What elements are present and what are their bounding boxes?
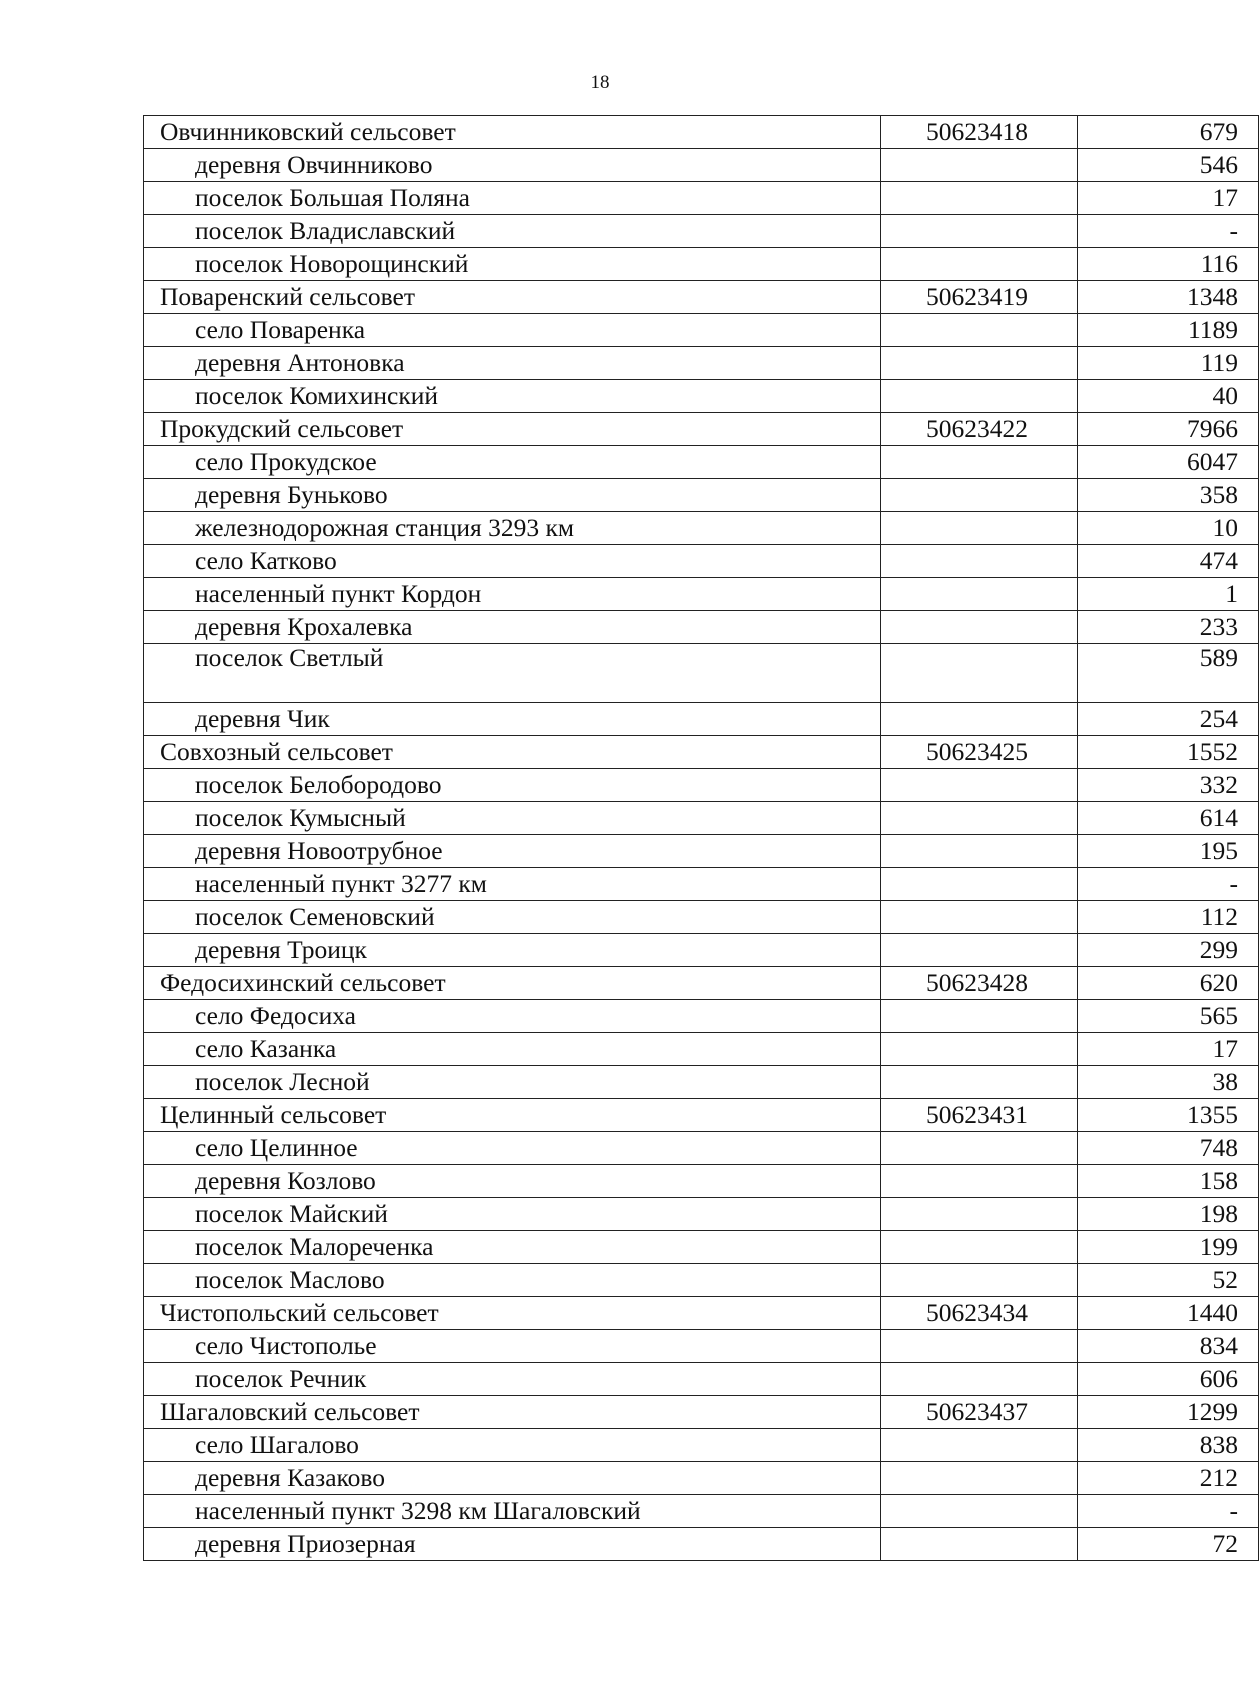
okato-code-cell: [881, 1363, 1078, 1396]
locality-row: [144, 182, 1259, 215]
population-cell: 565: [1078, 1000, 1259, 1033]
page-number: 18: [590, 72, 610, 93]
okato-code-cell: [881, 1165, 1078, 1198]
population-cell: 38: [1078, 1066, 1259, 1099]
okato-code-cell: [881, 1033, 1078, 1066]
population-cell: 1355: [1078, 1099, 1259, 1132]
okato-code-cell: 50623422: [881, 413, 1078, 446]
locality-row: [144, 703, 1259, 736]
population-cell: 606: [1078, 1363, 1259, 1396]
okato-code-cell: [881, 1330, 1078, 1363]
okato-code-cell: [881, 1429, 1078, 1462]
population-cell: 1189: [1078, 314, 1259, 347]
settlement-name-cell: деревня Буньково: [144, 479, 881, 512]
locality-row: [144, 1132, 1259, 1165]
population-cell: 1440: [1078, 1297, 1259, 1330]
settlement-name-cell: поселок Светлый: [144, 644, 881, 703]
settlement-name-cell: Поваренский сельсовет: [144, 281, 881, 314]
okato-code-cell: [881, 1462, 1078, 1495]
locality-row: [144, 512, 1259, 545]
population-cell: 474: [1078, 545, 1259, 578]
okato-code-cell: [881, 149, 1078, 182]
locality-row: [144, 1000, 1259, 1033]
population-cell: 299: [1078, 934, 1259, 967]
okato-code-cell: 50623428: [881, 967, 1078, 1000]
locality-row: [144, 611, 1259, 644]
locality-row: [144, 578, 1259, 611]
population-cell: 17: [1078, 182, 1259, 215]
settlement-name-cell: поселок Кумысный: [144, 802, 881, 835]
okato-code-cell: [881, 1264, 1078, 1297]
settlement-name-cell: село Чистополье: [144, 1330, 881, 1363]
okato-code-cell: [881, 1231, 1078, 1264]
population-cell: 546: [1078, 149, 1259, 182]
locality-row: [144, 380, 1259, 413]
settlement-name-cell: деревня Овчинниково: [144, 149, 881, 182]
okato-code-cell: [881, 314, 1078, 347]
okato-code-cell: [881, 1132, 1078, 1165]
settlement-name-cell: село Федосиха: [144, 1000, 881, 1033]
okato-code-cell: [881, 934, 1078, 967]
okato-code-cell: 50623437: [881, 1396, 1078, 1429]
locality-row: [144, 347, 1259, 380]
population-cell: 233: [1078, 611, 1259, 644]
population-cell: 620: [1078, 967, 1259, 1000]
okato-code-cell: [881, 347, 1078, 380]
okato-code-cell: [881, 644, 1078, 703]
okato-code-cell: [881, 1528, 1078, 1561]
population-cell: 6047: [1078, 446, 1259, 479]
okato-code-cell: [881, 703, 1078, 736]
population-cell: 10: [1078, 512, 1259, 545]
council-row: [144, 1099, 1259, 1132]
okato-code-cell: 50623425: [881, 736, 1078, 769]
locality-row: [144, 446, 1259, 479]
settlement-name-cell: населенный пункт Кордон: [144, 578, 881, 611]
population-cell: 40: [1078, 380, 1259, 413]
okato-code-cell: [881, 1495, 1078, 1528]
okato-code-cell: 50623434: [881, 1297, 1078, 1330]
settlement-name-cell: село Катково: [144, 545, 881, 578]
settlement-name-cell: Шагаловский сельсовет: [144, 1396, 881, 1429]
locality-row: [144, 1066, 1259, 1099]
settlement-name-cell: деревня Троицк: [144, 934, 881, 967]
locality-row: [144, 479, 1259, 512]
settlements-table: [143, 115, 1259, 1561]
council-row: [144, 1396, 1259, 1429]
settlement-name-cell: Совхозный сельсовет: [144, 736, 881, 769]
settlement-name-cell: поселок Лесной: [144, 1066, 881, 1099]
locality-row: [144, 1198, 1259, 1231]
locality-row: [144, 1165, 1259, 1198]
population-cell: 116: [1078, 248, 1259, 281]
okato-code-cell: [881, 215, 1078, 248]
population-cell: 72: [1078, 1528, 1259, 1561]
population-cell: -: [1078, 215, 1259, 248]
population-cell: 198: [1078, 1198, 1259, 1231]
settlement-name-cell: поселок Речник: [144, 1363, 881, 1396]
settlement-name-cell: село Прокудское: [144, 446, 881, 479]
okato-code-cell: [881, 835, 1078, 868]
settlement-name-cell: поселок Маслово: [144, 1264, 881, 1297]
population-cell: 1552: [1078, 736, 1259, 769]
settlement-name-cell: деревня Чик: [144, 703, 881, 736]
settlement-name-cell: Целинный сельсовет: [144, 1099, 881, 1132]
council-row: [144, 116, 1259, 149]
population-cell: 212: [1078, 1462, 1259, 1495]
settlement-name-cell: деревня Антоновка: [144, 347, 881, 380]
okato-code-cell: [881, 512, 1078, 545]
population-cell: 838: [1078, 1429, 1259, 1462]
settlement-name-cell: село Шагалово: [144, 1429, 881, 1462]
settlement-name-cell: село Поваренка: [144, 314, 881, 347]
population-cell: 1: [1078, 578, 1259, 611]
population-cell: 589: [1078, 644, 1259, 703]
locality-row: [144, 545, 1259, 578]
population-cell: 1348: [1078, 281, 1259, 314]
locality-row: [144, 215, 1259, 248]
okato-code-cell: [881, 380, 1078, 413]
locality-row: [144, 314, 1259, 347]
okato-code-cell: 50623418: [881, 116, 1078, 149]
okato-code-cell: [881, 1066, 1078, 1099]
locality-row: [144, 1264, 1259, 1297]
settlement-name-cell: деревня Казаково: [144, 1462, 881, 1495]
settlement-name-cell: поселок Белобородово: [144, 769, 881, 802]
settlement-name-cell: село Казанка: [144, 1033, 881, 1066]
population-cell: 17: [1078, 1033, 1259, 1066]
population-cell: 1299: [1078, 1396, 1259, 1429]
locality-row: [144, 1330, 1259, 1363]
locality-row: [144, 1363, 1259, 1396]
council-row: [144, 736, 1259, 769]
council-row: [144, 967, 1259, 1000]
council-row: [144, 281, 1259, 314]
settlement-name-cell: поселок Новорощинский: [144, 248, 881, 281]
settlement-name-cell: населенный пункт 3277 км: [144, 868, 881, 901]
settlement-name-cell: деревня Козлово: [144, 1165, 881, 1198]
population-cell: 119: [1078, 347, 1259, 380]
locality-row: [144, 1528, 1259, 1561]
settlement-name-cell: поселок Семеновский: [144, 901, 881, 934]
population-cell: 158: [1078, 1165, 1259, 1198]
population-cell: 358: [1078, 479, 1259, 512]
settlement-name-cell: село Целинное: [144, 1132, 881, 1165]
population-cell: 679: [1078, 116, 1259, 149]
okato-code-cell: [881, 182, 1078, 215]
locality-row: [144, 901, 1259, 934]
okato-code-cell: [881, 248, 1078, 281]
settlement-name-cell: деревня Новоотрубное: [144, 835, 881, 868]
population-cell: 112: [1078, 901, 1259, 934]
okato-code-cell: [881, 802, 1078, 835]
locality-row: [144, 1429, 1259, 1462]
population-cell: -: [1078, 868, 1259, 901]
locality-row: [144, 1231, 1259, 1264]
settlement-name-cell: железнодорожная станция 3293 км: [144, 512, 881, 545]
settlement-name-cell: поселок Комихинский: [144, 380, 881, 413]
population-cell: 834: [1078, 1330, 1259, 1363]
settlement-name-cell: поселок Малореченка: [144, 1231, 881, 1264]
okato-code-cell: [881, 611, 1078, 644]
locality-row: [144, 1495, 1259, 1528]
population-cell: 254: [1078, 703, 1259, 736]
locality-row: [144, 149, 1259, 182]
settlement-name-cell: Федосихинский сельсовет: [144, 967, 881, 1000]
population-cell: 614: [1078, 802, 1259, 835]
okato-code-cell: [881, 578, 1078, 611]
locality-row: [144, 802, 1259, 835]
locality-row: [144, 934, 1259, 967]
population-cell: 332: [1078, 769, 1259, 802]
settlement-name-cell: Овчинниковский сельсовет: [144, 116, 881, 149]
okato-code-cell: [881, 901, 1078, 934]
settlement-name-cell: Прокудский сельсовет: [144, 413, 881, 446]
council-row: [144, 1297, 1259, 1330]
population-cell: 199: [1078, 1231, 1259, 1264]
locality-row: [144, 868, 1259, 901]
okato-code-cell: [881, 868, 1078, 901]
population-cell: 52: [1078, 1264, 1259, 1297]
locality-row: [144, 769, 1259, 802]
locality-row: [144, 1462, 1259, 1495]
settlement-name-cell: Чистопольский сельсовет: [144, 1297, 881, 1330]
okato-code-cell: [881, 545, 1078, 578]
settlement-name-cell: деревня Крохалевка: [144, 611, 881, 644]
council-row: [144, 413, 1259, 446]
okato-code-cell: [881, 446, 1078, 479]
population-cell: 195: [1078, 835, 1259, 868]
settlement-name-cell: поселок Майский: [144, 1198, 881, 1231]
okato-code-cell: [881, 769, 1078, 802]
locality-row: [144, 835, 1259, 868]
okato-code-cell: [881, 1198, 1078, 1231]
population-cell: 748: [1078, 1132, 1259, 1165]
okato-code-cell: 50623419: [881, 281, 1078, 314]
settlement-name-cell: деревня Приозерная: [144, 1528, 881, 1561]
settlement-name-cell: населенный пункт 3298 км Шагаловский: [144, 1495, 881, 1528]
okato-code-cell: 50623431: [881, 1099, 1078, 1132]
locality-row: [144, 644, 1259, 703]
settlement-name-cell: поселок Большая Поляна: [144, 182, 881, 215]
population-cell: 7966: [1078, 413, 1259, 446]
table-body: [144, 116, 1259, 1561]
population-cell: -: [1078, 1495, 1259, 1528]
locality-row: [144, 248, 1259, 281]
locality-row: [144, 1033, 1259, 1066]
settlement-name-cell: поселок Владиславский: [144, 215, 881, 248]
okato-code-cell: [881, 479, 1078, 512]
okato-code-cell: [881, 1000, 1078, 1033]
